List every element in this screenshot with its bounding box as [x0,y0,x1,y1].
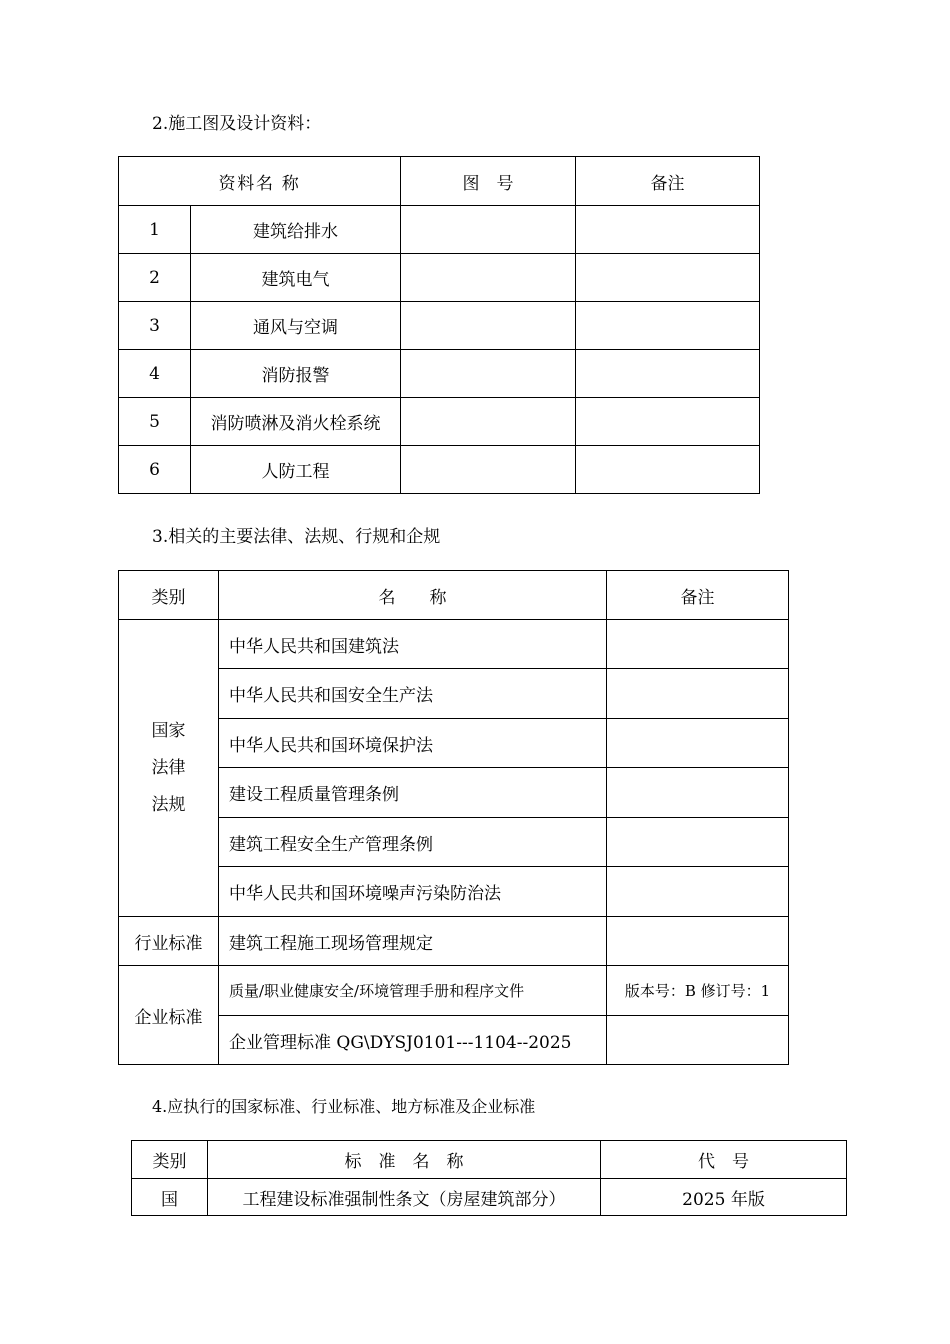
header-code: 代 号 [601,1141,847,1179]
law-note [607,917,789,966]
row-drawing-no [401,302,576,350]
table-row [119,446,760,494]
law-note [607,768,789,818]
law-name: 中华人民共和国环境保护法 [219,719,607,768]
header-category: 类别 [132,1141,208,1179]
table-row [119,669,789,719]
header-note: 备注 [607,571,789,620]
category-line: 法律 [151,757,186,778]
law-name: 中华人民共和国环境噪声污染防治法 [219,867,607,917]
table-row [132,1179,847,1216]
row-note [576,206,760,254]
row-note [576,254,760,302]
header-standard-name: 标 准 名 称 [208,1141,601,1179]
law-name: 建筑工程施工现场管理规定 [219,917,607,966]
section3-heading: 3.相关的主要法律、法规、行规和企规 [152,527,441,547]
table-header-row [132,1141,847,1179]
category-enterprise: 企业标准 [119,966,219,1065]
row-no: 3 [119,302,191,350]
table-row [119,620,789,669]
table-row [119,917,789,966]
law-name: 中华人民共和国建筑法 [219,620,607,669]
row-note [576,446,760,494]
table-row [119,768,789,818]
row-drawing-no [401,350,576,398]
table-header-row [119,571,789,620]
section4-heading: 4.应执行的国家标准、行业标准、地方标准及企业标准 [152,1097,536,1116]
law-note [607,669,789,719]
category-national-laws [119,620,219,917]
header-name: 名 称 [219,571,607,620]
law-note [607,818,789,867]
laws-regulations-table [118,570,789,1065]
header-note: 备注 [576,157,760,206]
header-document-name: 资料名 称 [119,157,401,206]
law-name: 企业管理标准 QG\DYSJ0101---1104--2025 [219,1016,607,1065]
row-no: 1 [119,206,191,254]
table-header-row [119,157,760,206]
row-no: 6 [119,446,191,494]
row-note [576,350,760,398]
law-name: 建设工程质量管理条例 [219,768,607,818]
category-industry: 行业标准 [119,917,219,966]
standards-table [131,1140,847,1216]
design-documents-table [118,156,760,494]
table-row [119,719,789,768]
table-row [119,966,789,1016]
table-row [119,206,760,254]
section2-heading: 2.施工图及设计资料： [152,114,322,134]
table-row [119,398,760,446]
header-drawing-no: 图 号 [401,157,576,206]
table-row [119,818,789,867]
law-note: 版本号：B 修订号：1 [607,966,789,1016]
row-note [576,398,760,446]
law-note [607,719,789,768]
row-name: 通风与空调 [191,302,401,350]
table-row [119,350,760,398]
standard-category: 国 [132,1179,208,1216]
law-name: 质量/职业健康安全/环境管理手册和程序文件 [219,966,607,1016]
row-name: 人防工程 [191,446,401,494]
law-note [607,867,789,917]
row-name: 建筑电气 [191,254,401,302]
law-name: 中华人民共和国安全生产法 [219,669,607,719]
row-drawing-no [401,206,576,254]
header-category: 类别 [119,571,219,620]
law-note [607,620,789,669]
row-name: 消防报警 [191,350,401,398]
row-drawing-no [401,398,576,446]
row-name: 建筑给排水 [191,206,401,254]
law-name: 建筑工程安全生产管理条例 [219,818,607,867]
table-row [119,867,789,917]
standard-code: 2025 年版 [601,1179,847,1216]
standard-name: 工程建设标准强制性条文（房屋建筑部分） [208,1179,601,1216]
row-no: 2 [119,254,191,302]
row-drawing-no [401,254,576,302]
row-note [576,302,760,350]
category-line: 法规 [151,794,186,815]
row-no: 4 [119,350,191,398]
row-no: 5 [119,398,191,446]
law-note [607,1016,789,1065]
table-row [119,254,760,302]
row-drawing-no [401,446,576,494]
category-line: 国家 [151,720,186,741]
table-row [119,302,760,350]
row-name: 消防喷淋及消火栓系统 [191,398,401,446]
table-row [119,1016,789,1065]
